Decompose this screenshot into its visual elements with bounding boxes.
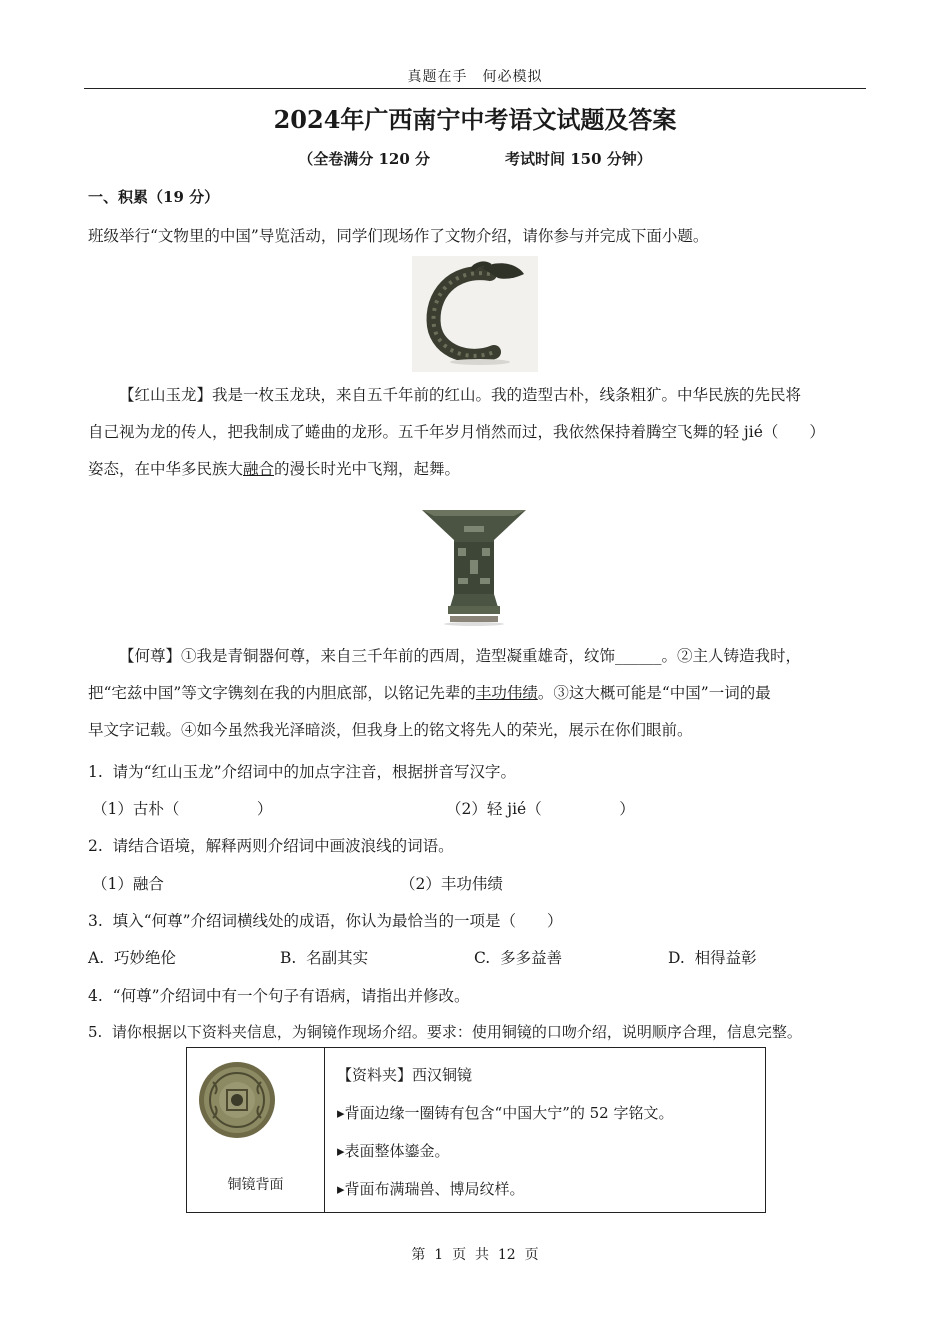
option-b: B. 名副其实 [280,949,369,967]
zun-line2-a: 把“宅兹中国”等文字镌刻在我的内胆底部，以铭记先辈的 [88,684,476,702]
jade-paragraph-line1: 【红山玉龙】我是一枚玉龙玦，来自五千年前的红山。我的造型古朴，线条粗犷。中华民族的先民将 [119,386,802,404]
wavy-word-fenggongweiji: 丰功伟绩 [475,684,538,702]
folder-content [325,1048,765,1212]
question-1: 1. 请为“红山玉龙”介绍词中的加点字注音，根据拼音写汉字。 [88,763,516,781]
question-1-part-2: （2）轻 jié（ ） [446,800,635,818]
zun-paragraph-line2 [88,675,874,712]
section-heading: 一、积累（19 分） [88,188,220,206]
folder-item: ▸背面边缘一圈铸有包含“中国大宁”的 52 字铭文。 [337,1104,674,1122]
he-zun-image [418,502,530,626]
jade-line3-b: 的漫长时光中飞翔，起舞。 [274,460,461,478]
page-header: 真题在手 何必模拟 [407,69,543,85]
jade-paragraph-line3 [88,451,874,488]
jade-dragon-image [412,256,538,372]
option-d: D. 相得益彰 [668,949,757,967]
question-4: 4. “何尊”介绍词中有一个句子有语病，请指出并修改。 [88,987,470,1005]
bronze-mirror-image [197,1060,277,1140]
question-1-part-1: （1）古朴（ ） [92,800,273,818]
zun-paragraph-line3: 早文字记载。④如今虽然我光泽暗淡，但我身上的铭文将先人的荣光，展示在你们眼前。 [88,721,693,739]
jade-paragraph-line2: 自己视为龙的传人，把我制成了蜷曲的龙形。五千年岁月悄然而过，我依然保持着腾空飞舞的轻 jié（ ） [88,423,825,441]
zun-line2-b: 。③这大概可能是“中国”一词的最 [537,684,771,702]
jade-line3-a: 姿态，在中华多民族大 [88,460,244,478]
info-folder-table [186,1047,766,1213]
mirror-caption: 铜镜背面 [227,1177,284,1193]
question-2-part-1: （1）融合 [92,875,164,893]
question-3: 3. 填入“何尊”介绍词横线处的成语，你认为最恰当的一项是（ ） [88,912,563,930]
page-footer: 第 1 页 共 12 页 [411,1247,539,1263]
zun-paragraph-line1: 【何尊】①我是青铜器何尊，来自三千年前的西周，造型凝重雄奇，纹饰______。②主人铸造我时， [119,647,802,665]
intro-text: 班级举行“文物里的中国”导览活动，同学们现场作了文物介绍，请你参与并完成下面小题。 [88,227,709,245]
mirror-cell [187,1048,325,1212]
folder-title: 【资料夹】西汉铜镜 [337,1066,473,1084]
folder-item: ▸背面布满瑞兽、博局纹样。 [337,1180,525,1198]
question-2-part-2: （2）丰功伟绩 [400,875,503,893]
question-5: 5. 请你根据以下资料夹信息，为铜镜作现场介绍。要求：使用铜镜的口吻介绍，说明顺序合理，信息完整。 [88,1023,802,1041]
option-c: C. 多多益善 [474,949,563,967]
option-a: A. 巧妙绝伦 [88,949,176,967]
page-subtitle: （全卷满分 120 分 考试时间 150 分钟） [298,150,652,168]
header-divider [84,88,866,89]
page-title: 2024年广西南宁中考语文试题及答案 [273,105,677,134]
question-2: 2. 请结合语境，解释两则介绍词中画波浪线的词语。 [88,837,454,855]
wavy-word-ronghe: 融合 [243,460,275,478]
folder-item: ▸表面整体鎏金。 [337,1142,450,1160]
